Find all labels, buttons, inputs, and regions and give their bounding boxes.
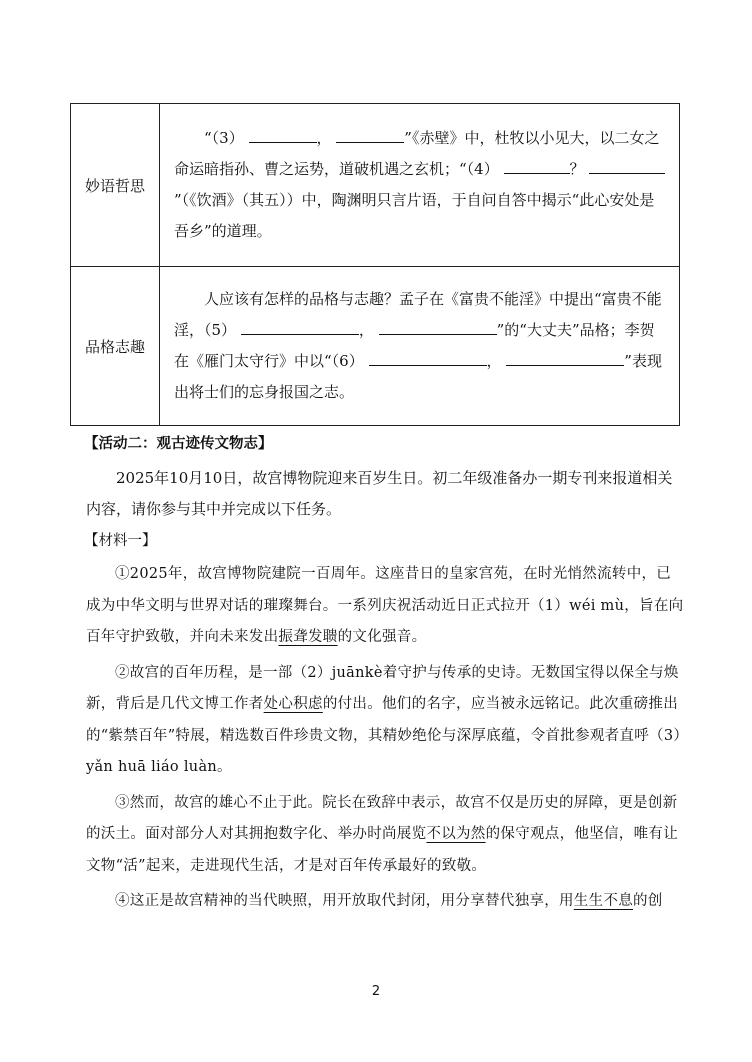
paragraph-1: [86, 559, 684, 654]
fill-blank[interactable]: [504, 155, 570, 174]
text-fragment: “（3）: [204, 129, 244, 147]
fill-blank[interactable]: [379, 316, 497, 335]
table-row: [71, 104, 680, 267]
text-fragment: ”的“大丈夫”品格；李贺在《雁门太守行》中以“（6）: [174, 321, 655, 370]
fill-blank[interactable]: [241, 316, 359, 335]
category-cell: 妙语哲思: [71, 104, 160, 267]
text-fragment: 的文化强音。: [337, 629, 427, 645]
text-fragment: ②故宫的百年历程，是一部（2）juānkè着守护与传承的史诗。无数国宝得以保全与焕新，背后是几代文博工作者: [86, 664, 679, 712]
paragraph-2: [86, 658, 684, 784]
text-fragment: 的付出。他们的名字，应当被永远铭记。此次重磅推出的“紫禁百年”特展，精选数百件珍贵文物，其精妙绝伦与深厚底蕴，令首批参观者直呼（3）yǎn huā liáo luàn。: [86, 696, 681, 775]
row-text: [174, 284, 667, 408]
underlined-term: 振聋发聩: [278, 629, 338, 645]
fill-blank[interactable]: [369, 347, 487, 366]
page-number: 2: [371, 984, 381, 999]
text-fragment: ”《赤壁》中，杜牧以小见大，以二女之命运暗指孙、曹之运势，道破机遇之玄机；“（4）: [174, 129, 660, 178]
text-fragment: ③然而，故宫的雄心不止于此。院长在致辞中表示，故宫不仅是历史的屏障，更是创新的沃土。面对部分人对其拥抱数字化、举办时尚展览: [86, 794, 678, 842]
content-cell: [160, 267, 680, 426]
activity-section: [86, 432, 684, 918]
underlined-term: 生生不息: [573, 893, 633, 909]
category-cell: 品格志趣: [71, 267, 160, 426]
fill-blank[interactable]: [249, 124, 317, 143]
content-cell: [160, 104, 680, 267]
underlined-term: 处心积虑: [263, 696, 323, 712]
activity-intro: 2025年10月10日，故宫博物院迎来百岁生日。初二年级准备办一期专刊来报道相关内容，请你参与其中并完成以下任务。: [86, 469, 673, 518]
text-fragment: ？: [569, 160, 585, 178]
paragraph-4: [86, 886, 684, 918]
text-fragment: ④这正是故宫精神的当代映照，用开放取代封闭，用分享替代独享，用: [115, 893, 574, 909]
text-fragment: 的创: [633, 893, 663, 909]
text-fragment: 人应该有怎样的品格与志趣？孟子在《富贵不能淫》中提出“富贵不能淫，（5）: [174, 290, 662, 339]
paragraph-3: [86, 788, 684, 883]
fill-blank[interactable]: [336, 124, 404, 143]
text-fragment: ”（《饮酒》（其五））中，陶渊明只言片语，于自问自答中揭示“此心安处是吾乡”的道理。: [174, 191, 655, 240]
text-fragment: 的保守观点，他坚信，唯有让文物“活”起来，走进现代生活，才是对百年传承最好的致敬。: [86, 826, 679, 874]
fill-blank[interactable]: [506, 347, 624, 366]
fill-blank[interactable]: [589, 155, 665, 174]
text-fragment: ，: [358, 321, 374, 339]
text-fragment: ，: [486, 352, 502, 370]
table-row: [71, 267, 680, 426]
poetry-table: [70, 103, 680, 426]
underlined-term: 不以为然: [426, 826, 486, 842]
text-fragment: ，: [316, 129, 332, 147]
text-fragment: ①2025年，故宫博物院建院一百周年。这座昔日的皇家宫苑，在时光悄然流转中，已成为中华文明与世界对话的璀璨舞台。一系列庆祝活动近日正式拉开（1）wéi mù，旨在向百年守护致敬，并向未来发出: [86, 566, 684, 645]
activity-title: 【活动二：观古迹传文物志】: [84, 436, 273, 452]
row-text: [174, 123, 667, 247]
text-fragment: ”表现出将士们的忘身报国之志。: [174, 352, 662, 401]
material-label: 【材料一】: [84, 533, 157, 549]
